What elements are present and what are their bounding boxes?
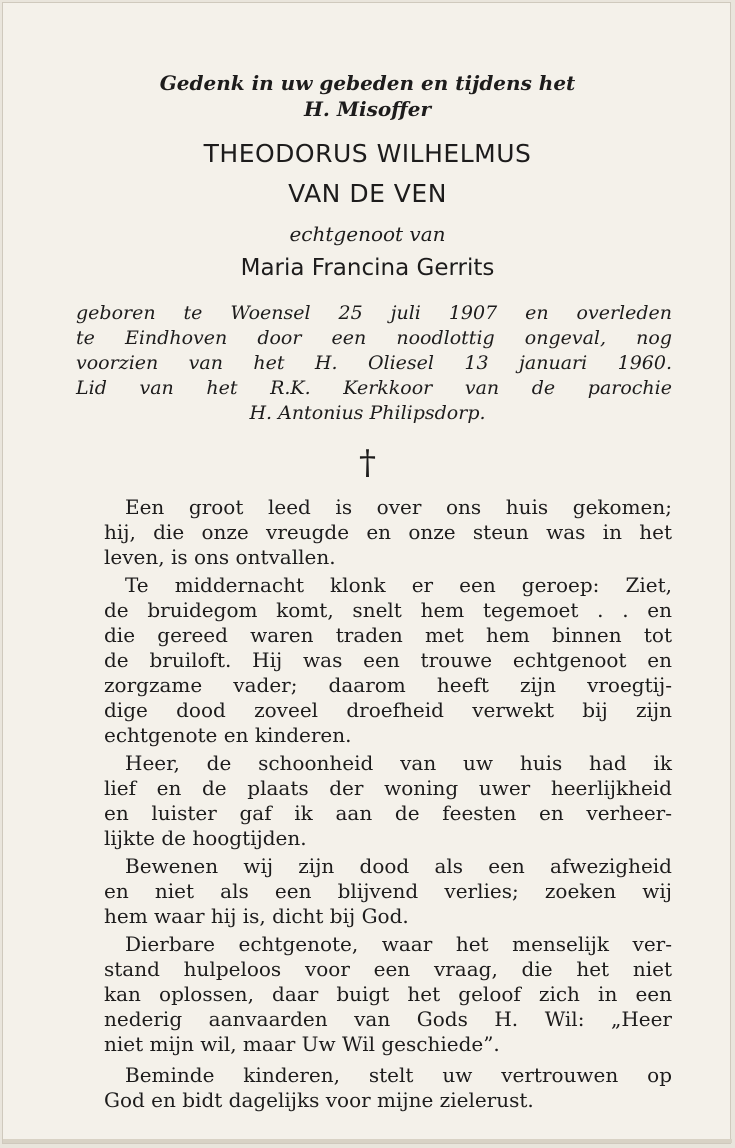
paragraph-4-line-1: Bewenen wij zijn dood als een afwezigheid [125, 854, 672, 878]
header-line-1: Gedenk in uw gebeden en tijdens het [159, 71, 576, 95]
paragraph-6-line-2: God en bidt dagelijks voor mijne zielerust. [104, 1088, 534, 1112]
info-line-4: Lid van het R.K. Kerkkoor van de parochie [76, 377, 672, 399]
relation-text: echtgenoot van [289, 222, 446, 246]
paragraph-4-line-3: hem waar hij is, dicht bij God. [104, 904, 409, 928]
spouse-name: Maria Francina Gerrits [240, 255, 495, 281]
paragraph-4-line-2: en niet als een blijvend verlies; zoeken wij [104, 879, 672, 903]
paragraph-2-line-4: de bruiloft. Hij was een trouwe echtgenoot en [104, 648, 672, 672]
paragraph-3-line-1: Heer, de schoonheid van uw huis had ik [125, 751, 672, 775]
paragraph-5-line-1: Dierbare echtgenote, waar het menselijk ver- [125, 932, 672, 956]
paragraph-5-line-3: kan oplossen, daar buigt het geloof zich in een [104, 982, 672, 1006]
info-line-3: voorzien van het H. Oliesel 13 januari 1960. [76, 352, 672, 374]
header-line-2: H. Misoffer [304, 97, 431, 121]
paragraph-5-line-2: stand hulpeloos voor een vraag, die het niet [104, 957, 672, 981]
paragraph-2-line-6: dige dood zoveel droefheid verwekt bij zijn [104, 698, 672, 722]
paragraph-3-line-4: lijkte de hoogtijden. [104, 826, 307, 850]
paragraph-3-line-3: en luister gaf ik aan de feesten en verheer- [104, 801, 672, 825]
paragraph-1-line-1: Een groot leed is over ons huis gekomen; [125, 495, 672, 519]
paragraph-3-line-2: lief en de plaats der woning uwer heerlijkheid [104, 776, 672, 800]
memorial-card [2, 2, 731, 1144]
card-bottom-edge [3, 1139, 732, 1143]
cross-icon: † [359, 443, 376, 483]
info-line-5: H. Antonius Philipsdorp. [249, 402, 486, 424]
info-line-1: geboren te Woensel 25 juli 1907 en overleden [76, 302, 672, 324]
info-line-2: te Eindhoven door een noodlottig ongeval, nog [76, 327, 672, 349]
paragraph-2-line-3: die gereed waren traden met hem binnen tot [104, 623, 672, 647]
paragraph-6-line-1: Beminde kinderen, stelt uw vertrouwen op [125, 1063, 672, 1087]
paragraph-2-line-5: zorgzame vader; daarom heeft zijn vroegtij- [104, 673, 672, 697]
paragraph-2-line-2: de bruidegom komt, snelt hem tegemoet . . en [104, 598, 672, 622]
paragraph-5-line-4: nederig aanvaarden van Gods H. Wil: „Heer [104, 1007, 672, 1031]
deceased-name-line-1: THEODORUS WILHELMUS [203, 139, 532, 168]
paragraph-2-line-7: echtgenote en kinderen. [104, 723, 352, 747]
paragraph-2-line-1: Te middernacht klonk er een geroep: Ziet, [125, 573, 672, 597]
paragraph-1-line-2: hij, die onze vreugde en onze steun was in het [104, 520, 672, 544]
paragraph-1-line-3: leven, is ons ontvallen. [104, 545, 336, 569]
paragraph-5-line-5: niet mijn wil, maar Uw Wil geschiede”. [104, 1032, 500, 1056]
deceased-name-line-2: VAN DE VEN [288, 179, 447, 208]
